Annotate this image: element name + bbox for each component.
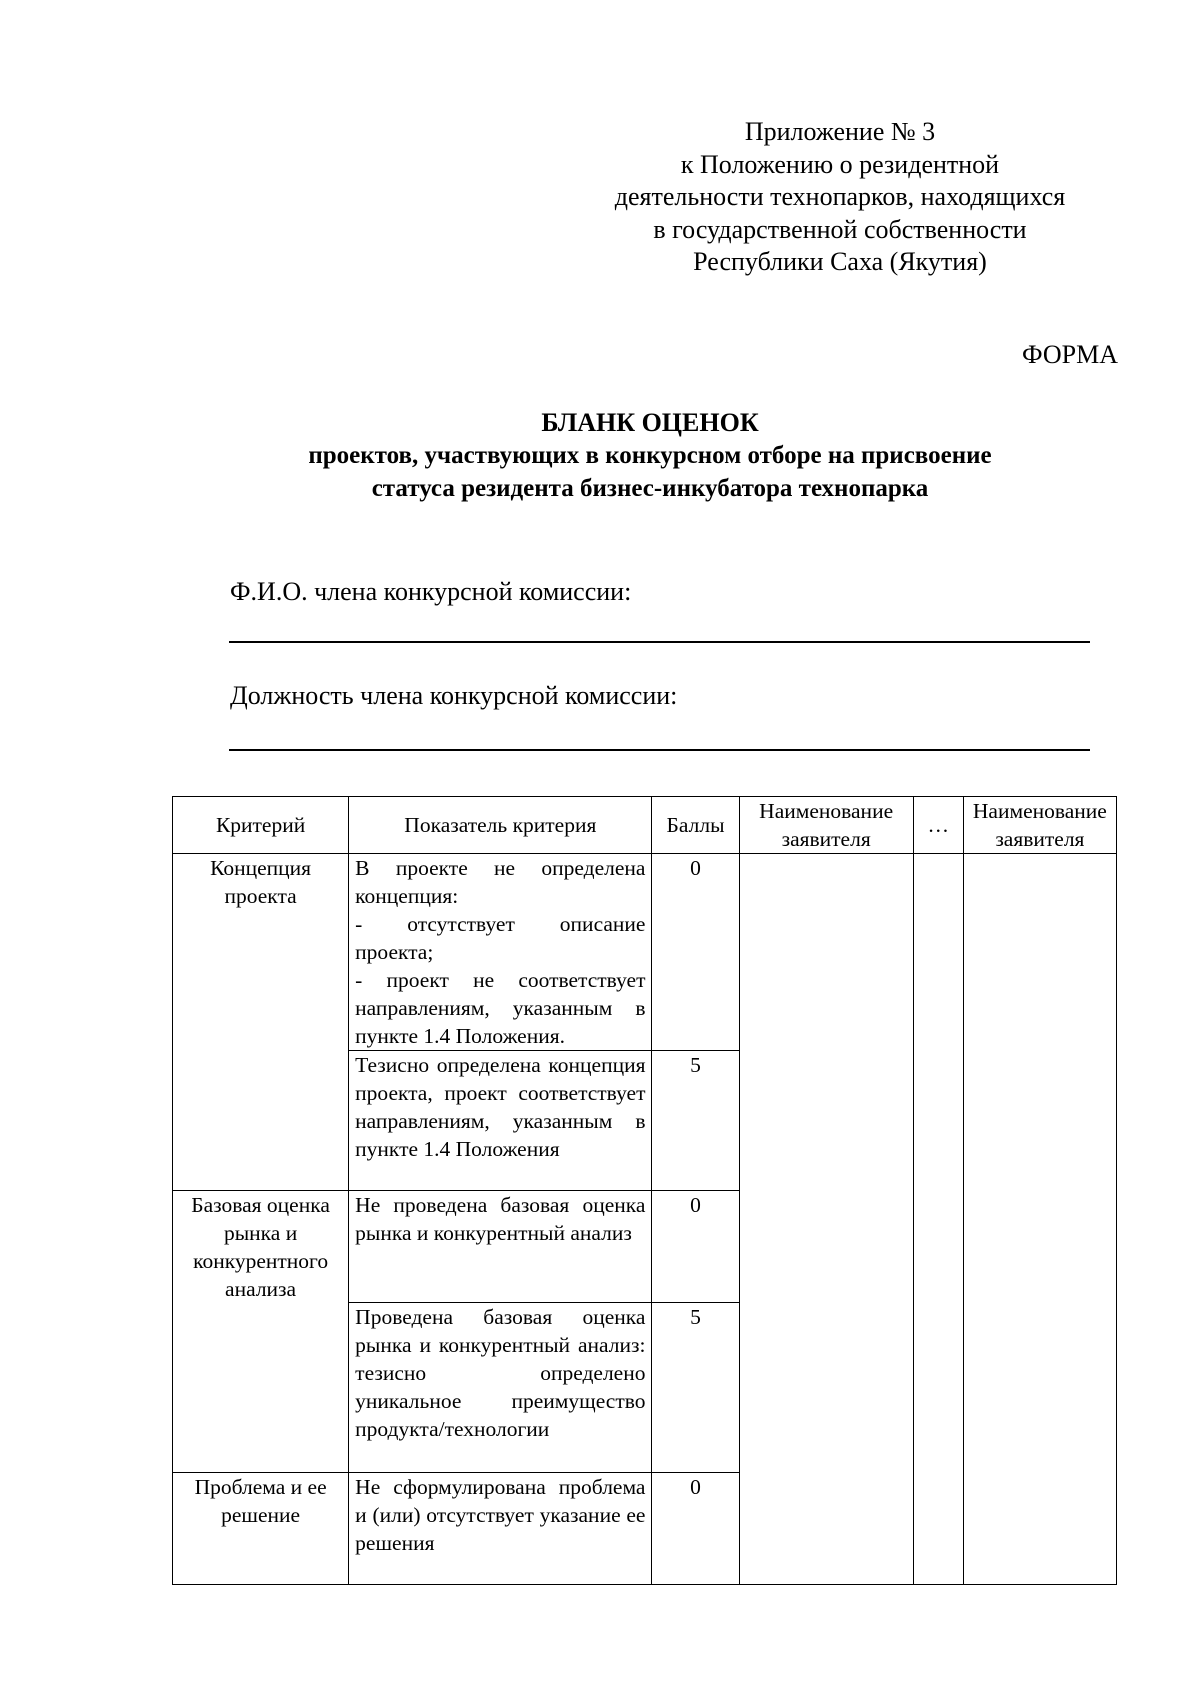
indicator-line: - отсутствует описание проекта; — [355, 912, 646, 964]
score-cell: 5 — [652, 1051, 739, 1191]
header-criterion: Критерий — [173, 797, 349, 854]
ellipsis-cell — [913, 854, 963, 1585]
member-name-line[interactable] — [229, 641, 1090, 643]
document-title — [0, 407, 1200, 505]
score-cell: 0 — [652, 1473, 739, 1585]
criterion-cell: Концепция проекта — [173, 854, 349, 1191]
appendix-line: деятельности технопарков, находящихся — [614, 182, 1066, 211]
applicant-score-cell[interactable] — [739, 854, 913, 1585]
table-header-row — [173, 797, 1117, 854]
header-ellipsis: … — [913, 797, 963, 854]
criterion-cell: Базовая оценка рынка и конкурентного анализа — [173, 1191, 349, 1473]
header-applicant: Наименование заявителя — [963, 797, 1116, 854]
applicant-score-cell[interactable] — [963, 854, 1116, 1585]
header-applicant: Наименование заявителя — [739, 797, 913, 854]
table-row — [173, 854, 1117, 1051]
title-sub-line: проектов, участвующих в конкурсном отборе на присвоение — [308, 442, 992, 469]
indicator-cell — [349, 854, 652, 1051]
indicator-cell: Тезисно определена концепция проекта, проект соответствует направлениям, указанным в пункте 1.4 Положения — [349, 1051, 652, 1191]
appendix-line: к Положению о резидентной — [680, 149, 1000, 179]
indicator-cell: Проведена базовая оценка рынка и конкурентный анализ: тезисно определено уникальное преимущество продукта/технологии — [349, 1303, 652, 1473]
title-sub-line: статуса резидента бизнес-инкубатора технопарка — [371, 475, 929, 502]
appendix-line: Республики Саха (Якутия) — [693, 247, 987, 276]
appendix-line: Приложение № 3 — [744, 117, 936, 146]
indicator-cell: Не сформулирована проблема и (или) отсутствует указание ее решения — [349, 1473, 652, 1585]
title-main: БЛАНК ОЦЕНОК — [541, 408, 759, 437]
member-name-label: Ф.И.О. члена конкурсной комиссии: — [230, 577, 632, 606]
scoring-table — [172, 796, 1117, 1585]
member-position-label: Должность члена конкурсной комиссии: — [230, 681, 678, 710]
appendix-line: в государственной собственности — [653, 214, 1027, 244]
appendix-header — [560, 116, 1120, 279]
score-cell: 0 — [652, 854, 739, 1051]
form-label: ФОРМА — [1022, 340, 1118, 369]
member-position-line[interactable] — [229, 749, 1090, 751]
header-score: Баллы — [652, 797, 739, 854]
indicator-line: - проект не соответствует направлениям, указанным в пункте 1.4 Положения. — [355, 968, 646, 1048]
score-cell: 0 — [652, 1191, 739, 1303]
header-indicator: Показатель критерия — [349, 797, 652, 854]
indicator-line: В проекте не определена концепция: — [355, 856, 646, 908]
indicator-cell: Не проведена базовая оценка рынка и конкурентный анализ — [349, 1191, 652, 1303]
criterion-cell: Проблема и ее решение — [173, 1473, 349, 1585]
score-cell: 5 — [652, 1303, 739, 1473]
